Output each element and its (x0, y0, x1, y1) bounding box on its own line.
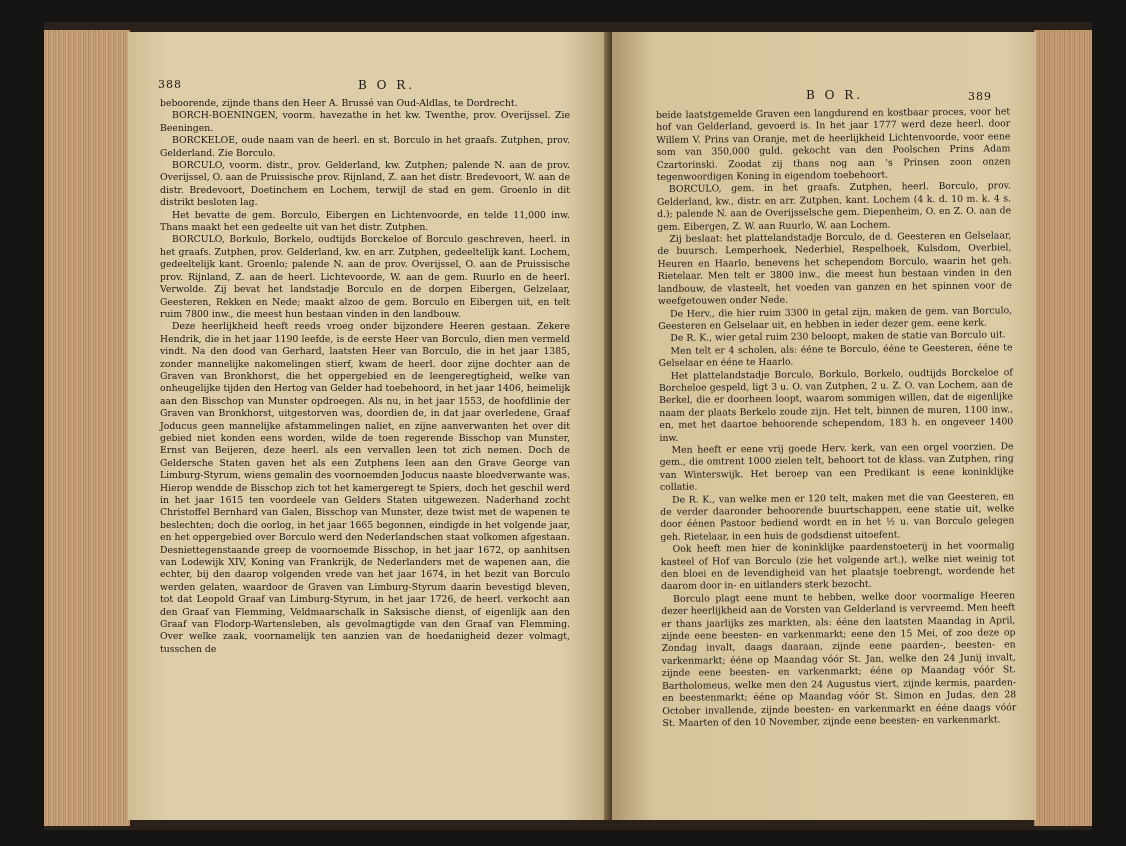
paragraph: Men telt er 4 scholen, als: ééne te Borculo, ééne te Geesteren, ééne te Gelselaar en ééne te Haarlo. (658, 341, 1013, 370)
paragraph: beboorende, zijnde thans den Heer A. Brussé van Oud-Aldlas, te Dordrecht. (160, 98, 518, 109)
paragraph: De R. K., wier getal ruim 230 beloopt, maken de statie van Borculo uit. (670, 329, 1006, 345)
paragraph: De Herv., die hier ruim 3300 in getal zijn, maken de gem. van Borculo, Geesteren en Gelselaar uit, en hebben in ieder dezer gem. eene kerk. (658, 304, 1013, 332)
paragraph: Deze heerlijkheid heeft reeds vroeg onder bijzondere Heeren gestaan. Zekere Hendrik, die in het jaar 1190 leefde, is de eerste Heer van Borculo, dien men vermeld vindt. Na den dood van Gerhard, laatsten Heer van Borculo, die in het jaar 1385, zonder mannelijke nakomelingen stierf, kwam de heerl. door zijne dochter aan de Graven van Bronkhorst, die het oppergebied en de leengeregtigheid, welke van onheugelijke tijden den Hertog van Gelder had toebehoord, in het jaar 1406, heimelijk aan den Bisschop van Munster opdroegen. Als nu, in het jaar 1553, de hoofdlinie der Graven van Bronkhorst, uitgestorven was, doordien de, in dat jaar overledene, Graaf Joducus geen mannelijke afstammelingen naliet, en zijne aanverwanten het over dit gebied niet konden eens worden, wilde de toen regerende Bisschop van Munster, Ernst van Beijeren, deze heerl. als een vervallen leen tot zich nemen. Doch de Geldersche Staten gaven het als een Zutphens leen aan den Grave George van Limburg-Styrum, wiens gemalin des voornoemden Joducus naaste bloedverwante was. Hierop wendde de Bisschop zich tot het kamergeregt te Spiers, doch het geschil werd in het jaar 1615 ten voordeele van Gelders Staten uitgewezen. Naderhand zocht Christoffel Bernhard van Galen, Bisschop van Munster, deze twist met de wapenen te beslechten; doch die oorlog, in het jaar 1665 begonnen, eindigde in het volgende jaar, en het oppergebied over Borculo werd den Nederlandschen staat volkomen afgestaan. Desniettegenstaande greep de voornoemde Bisschop, in het jaar 1672, op aanhitsen van Lodewijk XIV, Koning van Frankrijk, de Nederlanders met de wapenen aan, die echter, bij den daarop volgenden vrede van het jaar 1674, in het bezit van Borculo werden gelaten, waardoor de Graven van Limburg-Styrum daarin bevestigd bleven, tot dat Leopold Graaf van Limburg-Styrum, in het jaar 1726, de heerl. verkocht aan den Graaf van Flemming, Veldmaarschalk in Saksische dienst, of eigenlijk aan den Graaf van Flodorp-Wartensleben, als gevolmagtigde van den Graaf van Flemming. Over welke zaak, voornamelijk ten aanzien van de hoedanigheid dezer volmagt, tusschen de (160, 321, 570, 655)
right-page (612, 32, 1036, 820)
paragraph: BORCULO, gem. in het graafs. Zutphen, heerl. Borculo, prov. Gelderland, kw., distr. en arr. Zutphen, kant. Lochem (4 k. d. 10 m. k. 4 s. d.); palende N. aan de Overijsselsche gem. Diepenheim, O. en Z. O. aan de gem. Eibergen, Z. W. aan Ruurlo, W. aan Lochem. (656, 180, 1012, 233)
paragraph: BORCULO, voorm. distr., prov. Gelderland, kw. Zutphen; palende N. aan de prov. Overijssel, O. aan de Pruissische prov. Rijnland, Z. aan het distr. Bredevoort, W. aan de distr. Bredevoort, Doetinchem en Lochem, terwijl de stad en gem. Groenlo in dit distrikt besloten lag. (160, 160, 570, 209)
page-number: 388 (158, 78, 182, 91)
running-head: B O R. (358, 78, 416, 92)
paragraph: Men heeft er eene vrij goede Herv. kerk, van een orgel voorzien. De gem., die omtrent 1000 zielen telt, behoort tot de klass. van Zutphen, ring van Winterswijk. Het beroep van een Predikant is eene koninklijke collatie. (659, 441, 1014, 494)
paragraph: Zij beslaat: het plattelandstadje Borculo, de d. Geesteren en Gelselaar, de buursch. Lemperhoek, Nederbiel, Respelhoek, Kulsdom, Overbiel, Heuren en Haarlo, benevens het schependom Borculo, waarin het geh. Rietelaar. Men telt er 3800 inw., die meest hun bestaan vinden in den landbouw, de vlasteelt, het voeden van ganzen en het spinnen voor de weefgetouwen onder Nede. (657, 230, 1012, 308)
paragraph: BORCKELOE, oude naam van de heerl. en st. Borculo in het graafs. Zutphen, prov. Gelderland. Zie Borculo. (160, 135, 570, 159)
paragraph: Het plattelandstadje Borculo, Borkulo, Borkelo, oudtijds Borckeloe of Borcheloe gespeld, ligt 3 u. O. van Zutphen, 2 u. Z. O. van Lochem, aan de Berkel, die er doorheen loopt, waarom sommigen willen, dat de eigenlijke naam der plaats Berkelo zoude zijn. Het telt, binnen de muren, 1100 inw., en, met het daartoe behoorende schependom, 183 h. en ongeveer 1400 inw. (658, 366, 1014, 444)
paragraph: beide laatstgemelde Graven een langdurend en kostbaar proces, voor het hof van Gelderland, gevoerd is. In het jaar 1777 werd deze heerl. door Willem V. Prins van Oranje, met de heerlijkheid Lichtenvoorde, voor eene som van 350,000 guld. gekocht van den Poolschen Prins Adam Czartorinski. Zoodat zij thans nog aan 's Prinsen zoon onzen tegenwoordigen Koning in eigendom toebehoort. (656, 106, 1011, 184)
open-book (44, 22, 1092, 830)
paragraph: De R. K., van welke men er 120 telt, maken met die van Geesteren, en de verder daaronder behoorende buurtschappen, eene statie uit, welke door éénen Pastoor bediend wordt en in het ½ u. van Borculo gelegen geh. Rietelaar, in een huis de godsdienst uitoefent. (660, 490, 1015, 543)
running-head: B O R. (806, 88, 864, 102)
page-body (656, 106, 1016, 730)
page-edges-right (1034, 30, 1092, 826)
paragraph: Borculo plagt eene munt te hebben, welke door voormalige Heeren dezer heerlijkheid aan de Vorsten van Gelderland is vervreemd. Men heeft er thans jaarlijks zes markten, als: ééne den laatsten Maandag in April, zijnde eene beesten- en varkenmarkt; eene den 15 Mei, of zoo deze op Zondag invalt, daags daaraan, zijnde eene paarden-, beesten- en varkenmarkt; ééne op Maandag vóór St. Jan, welke den 24 Junij invalt, zijnde eene beesten- en varkenmarkt; ééne op Maandag vóór St. Bartholomeus, welke men den 24 Augustus viert, zijnde kermis, paarden- en beestenmarkt; ééne op Maandag vóór St. Simon en Judas, den 28 October invallende, zijnde beesten- en varkenmarkt en ééne daags vóór St. Maarten of den 10 November, zijnde eene beesten- en varkenmarkt. (661, 590, 1017, 729)
paragraph: Ook heeft men hier de koninklijke paardenstoeterij in het voormalig kasteel of Hof van Borculo (zie het volgende art.), welke niet weinig tot den bloei en de levendigheid van het plaatsje toebrengt, wordende het daarom door in- en uitlanders sterk bezocht. (660, 540, 1015, 593)
paragraph: BORCH-BOENINGEN, voorm. havezathe in het kw. Twenthe, prov. Overijssel. Zie Beeningen. (160, 110, 570, 134)
page-body (160, 98, 570, 656)
page-number: 389 (968, 90, 992, 103)
paragraph: Het bevatte de gem. Borculo, Eibergen en Lichtenvoorde, en telde 11,000 inw. Thans maakt het een gedeelte uit van het distr. Zutphen. (160, 209, 570, 234)
page-edges-left (44, 30, 130, 826)
left-page (128, 32, 610, 820)
paragraph: BORCULO, Borkulo, Borkelo, oudtijds Borckeloe of Borculo geschreven, heerl. in het graafs. Zutphen, prov. Gelderland, kw. en arr. Zutphen, gedeeltelijk kant. Lochem, gedeeltelijk kant. Groenlo; palende N. aan de prov. Overijssel, O. aan de Pruissische prov. Rijnland, Z. aan de heerl. Lichtevoorde, W. aan de gem. Ruurlo en de heerl. Verwolde. Zij bevat het landstadje Borculo en de dorpen Eibergen, Gelzelaar, Geesteren, Rekken en Nede; maakt alzoo de gem. Borculo en Eibergen uit, en telt ruim 7800 inw., die meest hun bestaan vinden in den landbouw. (160, 234, 570, 320)
